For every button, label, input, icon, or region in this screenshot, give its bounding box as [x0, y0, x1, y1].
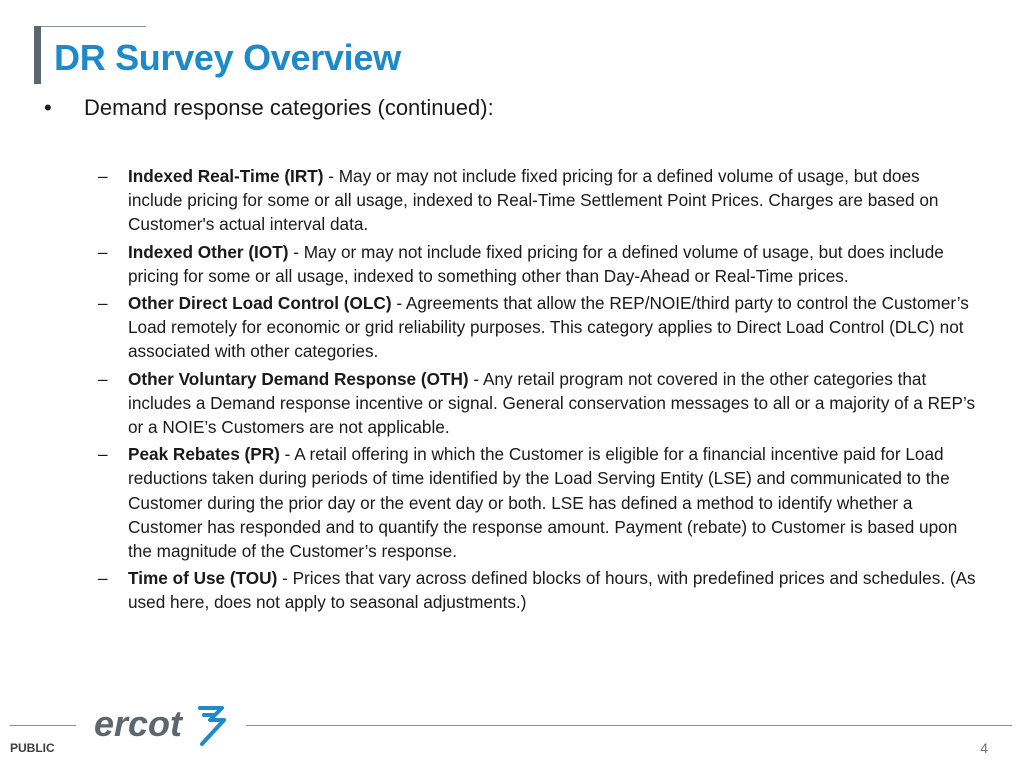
- dash-marker: –: [98, 166, 108, 186]
- item-description: - Any retail program not covered in the other categories that includes a Demand response incentive or signal. General conservation messages to all or a majority of a REP’s or a NOIE’s Customers are not applicable.: [128, 368, 976, 438]
- item-description: - Prices that vary across defined blocks of hours, with predefined prices and schedules. (As used here, does not apply to seasonal adjustments.): [128, 568, 976, 613]
- list-item: [98, 367, 978, 440]
- item-term: Other Direct Load Control (OLC): [128, 293, 392, 314]
- dash-marker: –: [98, 368, 108, 389]
- item-term: Peak Rebates (PR): [128, 444, 280, 465]
- item-description: - May or may not include fixed pricing for a defined volume of usage, but does include pricing for some or all usage, indexed to Real-Time Settlement Point Prices. Charges are based on Customer's actual interval data.: [128, 166, 939, 235]
- list-item: [98, 164, 978, 237]
- dash-marker: –: [98, 444, 108, 465]
- dash-marker: –: [98, 293, 108, 314]
- ercot-bolt-icon: [200, 708, 224, 744]
- item-term: Indexed Real-Time (IRT): [128, 166, 324, 186]
- footer-rule-right: [246, 725, 1012, 726]
- dash-marker: –: [98, 241, 108, 262]
- title-accent-bar: [34, 26, 41, 84]
- list-item: [98, 442, 978, 563]
- item-term: Other Voluntary Demand Response (OTH): [128, 368, 469, 389]
- classification-label: PUBLIC: [10, 741, 55, 755]
- page-number: 4: [980, 740, 988, 756]
- bullet-marker: •: [44, 95, 52, 120]
- ercot-wordmark: ercot: [94, 703, 183, 744]
- item-description: - Agreements that allow the REP/NOIE/third party to control the Customer’s Load remotely for economic or grid reliability purposes. This category applies to Direct Load Control (DLC) not associated with other categories.: [128, 293, 969, 362]
- title-top-rule: [34, 26, 146, 27]
- item-description: - May or may not include fixed pricing for a defined volume of usage, but does include pricing for some or all usage, indexed to something other than Day-Ahead or Real-Time prices.: [128, 241, 944, 286]
- item-term: Time of Use (TOU): [128, 568, 278, 589]
- footer-rule-left: [10, 725, 76, 726]
- category-list: [98, 164, 978, 618]
- item-term: Indexed Other (IOT): [128, 241, 289, 262]
- item-description: - A retail offering in which the Customer is eligible for a financial incentive paid for Load reductions taken during periods of time identified by the Load Serving Entity (LSE) and communicated to the Customer during the prior day or the event day or both. LSE has defined a method to identify whether a Customer has responded and to quantify the response amount. Payment (rebate) to Customer is based upon the magnitude of the Customer’s response.: [128, 444, 958, 562]
- intro-bullet-text: Demand response categories (continued):: [84, 95, 494, 120]
- list-item: [98, 566, 978, 614]
- list-item: [98, 291, 978, 364]
- ercot-logo: [92, 700, 232, 752]
- dash-marker: –: [98, 568, 108, 589]
- slide-title: DR Survey Overview: [54, 37, 401, 78]
- list-item: [98, 240, 978, 288]
